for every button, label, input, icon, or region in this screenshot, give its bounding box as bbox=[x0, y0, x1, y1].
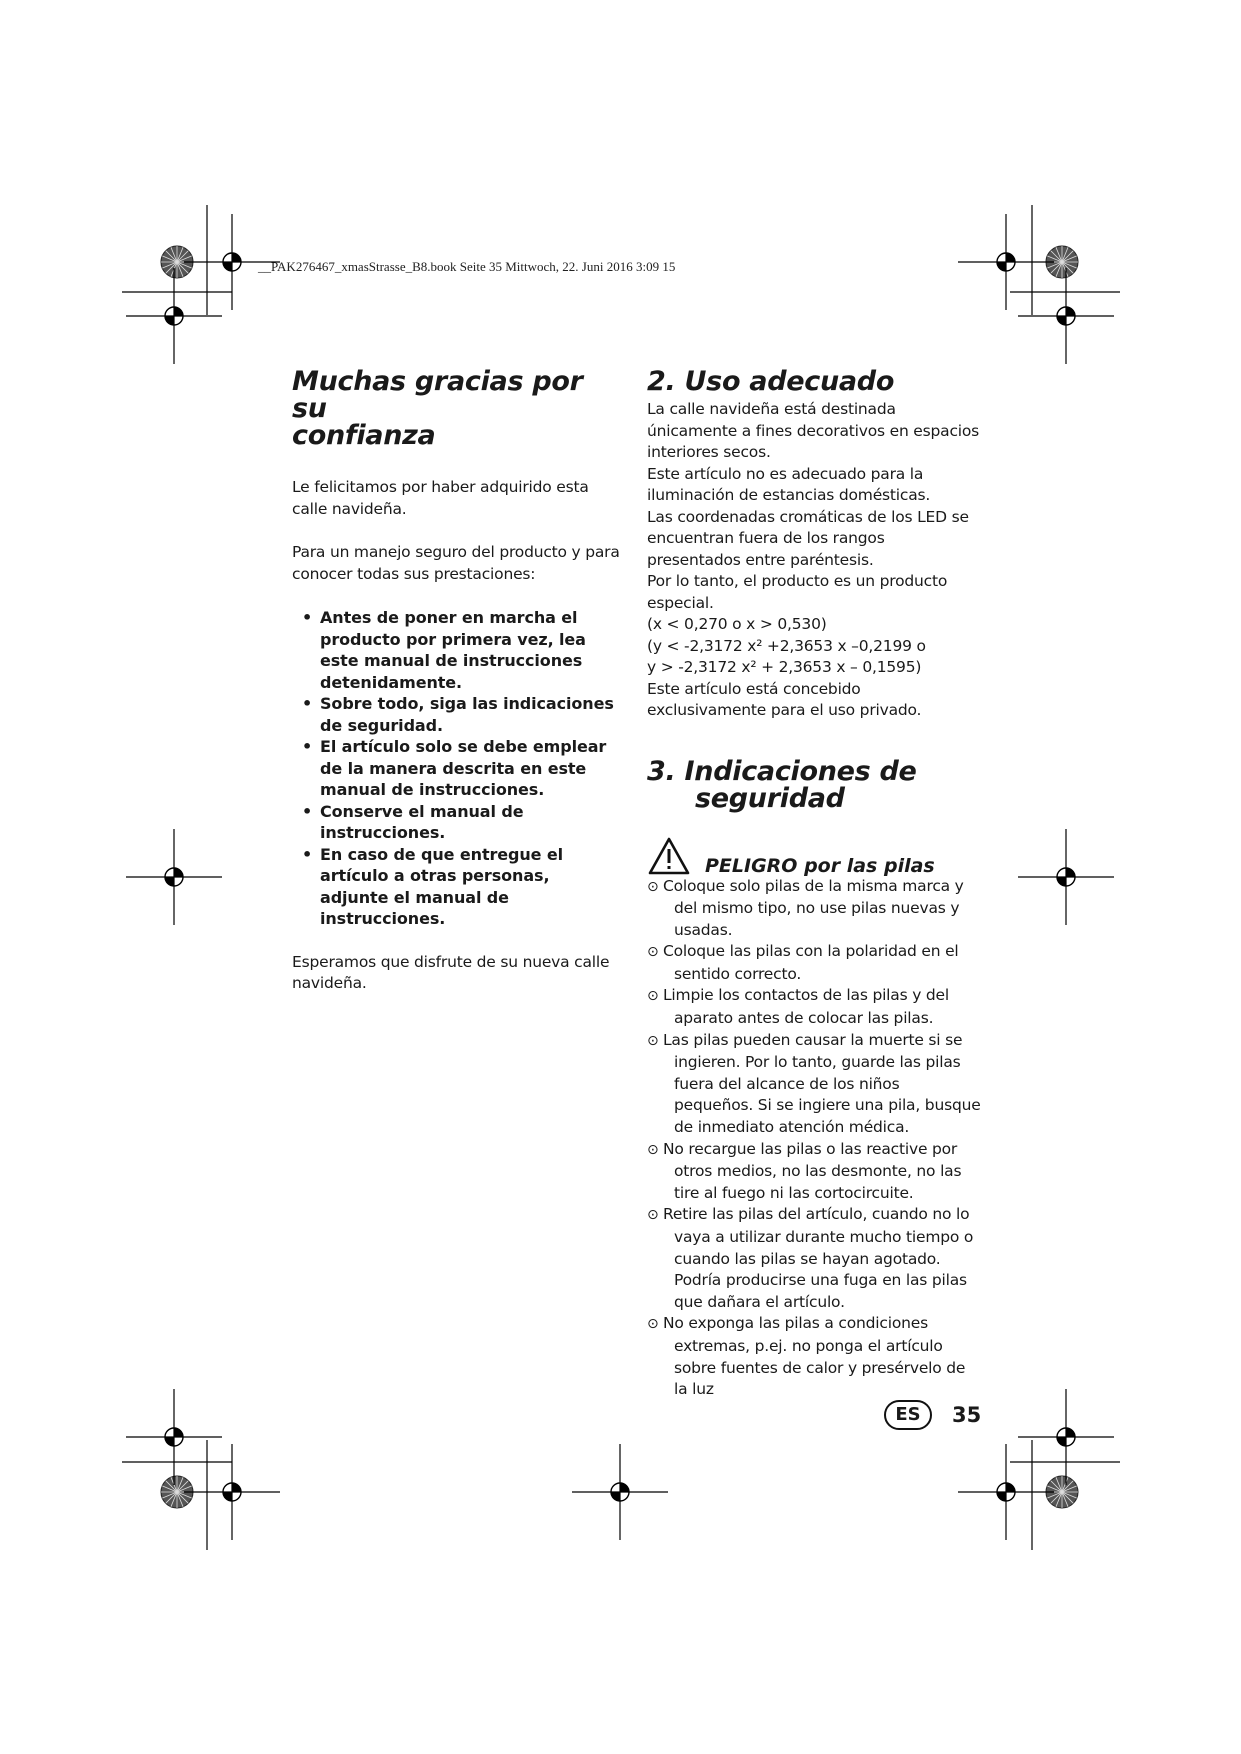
warning-triangle-icon bbox=[647, 836, 691, 876]
danger-heading bbox=[647, 834, 982, 876]
section-title-intended-use: 2. Uso adecuado bbox=[647, 366, 895, 397]
formula-line: (y < -2,3172 x² +2,3653 x –0,2199 o bbox=[647, 636, 926, 655]
paragraph: Este artículo está concebido exclusivamente para el uso privado. bbox=[647, 679, 922, 719]
list-item-text: No recargue las pilas o las reactive por otros medios, no las desmonte, no las tire al fuego ni las cortocircuite. bbox=[663, 1139, 962, 1202]
list-item bbox=[292, 693, 622, 736]
list-item bbox=[647, 1139, 982, 1205]
page-footer bbox=[884, 1400, 981, 1430]
list-item bbox=[647, 941, 982, 985]
left-column bbox=[292, 368, 622, 995]
target-bullet-icon: ⊙ bbox=[647, 944, 659, 961]
instructions-list bbox=[292, 607, 622, 930]
closing-paragraph: Esperamos que disfrute de su nueva calle navideña. bbox=[292, 952, 610, 992]
list-item bbox=[647, 985, 982, 1029]
paragraph: Las coordenadas cromáticas de los LED se encuentran fuera de los rangos presentados entre paréntesis. bbox=[647, 507, 969, 569]
list-item-text: Conserve el manual de instrucciones. bbox=[320, 801, 524, 842]
list-item bbox=[292, 607, 622, 693]
danger-title: PELIGRO por las pilas bbox=[705, 854, 935, 877]
list-item-text: Retire las pilas del artículo, cuando no lo vaya a utilizar durante mucho tiempo o cuando las pilas se hayan agotado. Podría producirse una fuga en las pilas que dañara el artículo. bbox=[663, 1205, 974, 1311]
section-title-line: seguridad bbox=[695, 782, 845, 814]
section-title-line: 3. Indicaciones de bbox=[647, 755, 917, 787]
list-item-text: Antes de poner en marcha el producto por primera vez, lea este manual de instrucciones detenidamente. bbox=[320, 608, 586, 692]
section-title-line: confianza bbox=[292, 420, 436, 451]
paragraph: Este artículo no es adecuado para la iluminación de estancias domésticas. bbox=[647, 464, 931, 504]
intro-paragraph: Le felicitamos por haber adquirido esta calle navideña. bbox=[292, 478, 589, 518]
section-title-safety bbox=[647, 755, 982, 814]
formula-line: y > -2,3172 x² + 2,3653 x – 0,1595) bbox=[647, 658, 922, 676]
safety-list bbox=[647, 876, 982, 1401]
list-item bbox=[292, 844, 622, 930]
target-bullet-icon: ⊙ bbox=[647, 1141, 659, 1158]
list-item bbox=[647, 1204, 982, 1313]
list-item-text: Limpie los contactos de las pilas y del aparato antes de colocar las pilas. bbox=[663, 986, 949, 1028]
target-bullet-icon: ⊙ bbox=[647, 1207, 659, 1224]
list-item bbox=[292, 736, 622, 801]
bullet-icon: • bbox=[302, 608, 313, 627]
list-item-text: Coloque las pilas con la polaridad en el sentido correcto. bbox=[663, 942, 959, 983]
right-column bbox=[647, 368, 982, 1401]
target-bullet-icon: ⊙ bbox=[647, 1032, 659, 1049]
section-title-line: Muchas gracias por su bbox=[292, 366, 583, 424]
list-item-text: No exponga las pilas a condiciones extremas, p.ej. no ponga el artículo sobre fuentes de calor y presérvelo de la luz bbox=[663, 1314, 966, 1399]
target-bullet-icon: ⊙ bbox=[647, 988, 659, 1005]
list-item bbox=[292, 801, 622, 844]
list-item-text: El artículo solo se debe emplear de la manera descrita en este manual de instrucciones. bbox=[320, 737, 607, 799]
target-bullet-icon: ⊙ bbox=[647, 1316, 659, 1333]
list-item-text: Coloque solo pilas de la misma marca y del mismo tipo, no use pilas nuevas y usadas. bbox=[663, 876, 964, 939]
list-item-text: Las pilas pueden causar la muerte si se ingieren. Por lo tanto, guarde las pilas fuera del alcance de los niños pequeños. Si se ingiere una pila, busque de inmediato atención médica. bbox=[663, 1030, 981, 1137]
list-item bbox=[647, 876, 982, 942]
formula-line: (x < 0,270 o x > 0,530) bbox=[647, 615, 827, 633]
print-header: __PAK276467_xmasStrasse_B8.book Seite 35 Mittwoch, 22. Juni 2016 3:09 15 bbox=[258, 259, 676, 274]
list-item bbox=[647, 1030, 982, 1139]
list-item-text: Sobre todo, siga las indicaciones de seguridad. bbox=[320, 694, 614, 735]
section-title-thanks bbox=[292, 368, 622, 449]
language-badge: ES bbox=[884, 1400, 932, 1430]
bullet-icon: • bbox=[302, 737, 313, 756]
list-item bbox=[647, 1313, 982, 1400]
target-bullet-icon: ⊙ bbox=[647, 878, 659, 895]
bullet-icon: • bbox=[302, 844, 313, 864]
paragraph: La calle navideña está destinada únicamente a fines decorativos en espacios interiores secos. bbox=[647, 400, 980, 461]
intro-paragraph: Para un manejo seguro del producto y para conocer todas sus prestaciones: bbox=[292, 543, 620, 583]
bullet-icon: • bbox=[302, 801, 313, 821]
page-number: 35 bbox=[952, 1403, 982, 1427]
bullet-icon: • bbox=[302, 694, 313, 713]
paragraph: Por lo tanto, el producto es un producto especial. bbox=[647, 572, 948, 612]
list-item-text: En caso de que entregue el artículo a otras personas, adjunte el manual de instrucciones. bbox=[320, 844, 564, 928]
